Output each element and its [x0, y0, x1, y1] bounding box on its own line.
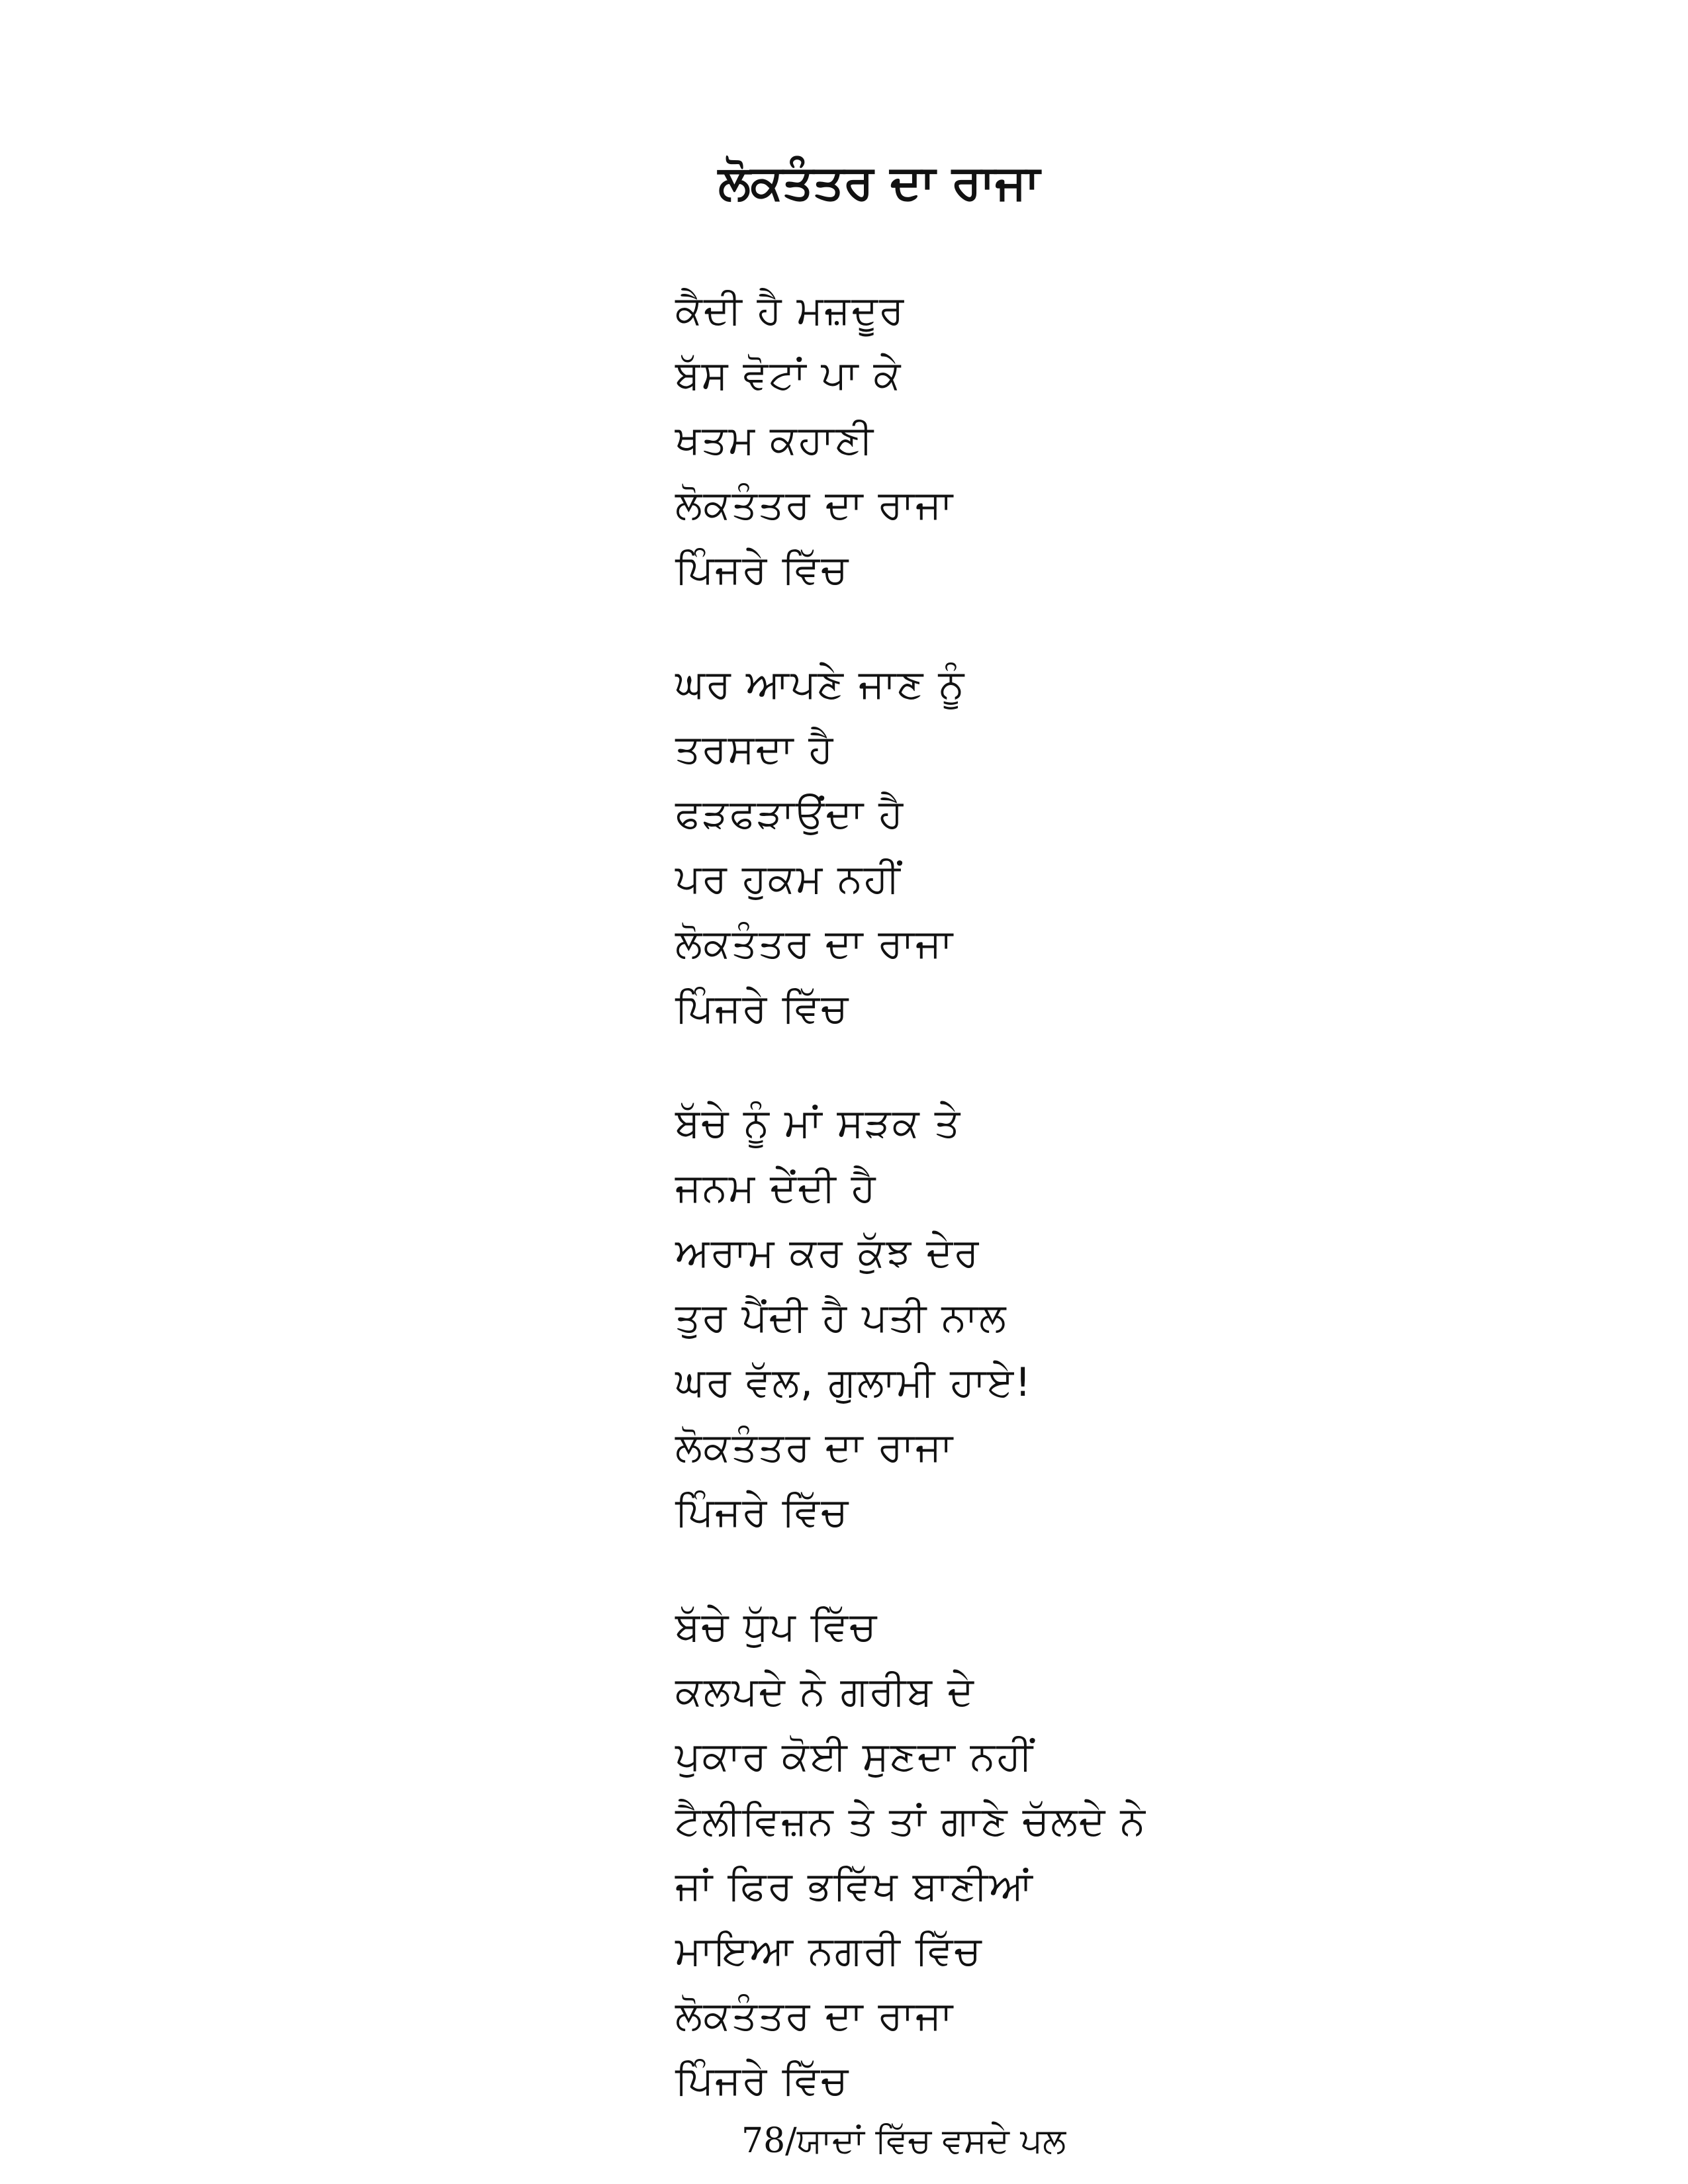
- poem-line: ਪਿੰਜਰੇ ਵਿੱਚ: [675, 1489, 849, 1535]
- poem-line: ਜਾਂ ਫਿਰ ਭਵਿੱਖ ਬਾਣੀਆਂ: [675, 1863, 1034, 1909]
- poem-line: ਕੈਦੀ ਹੈ ਮਜ਼ਦੂਰ: [675, 287, 906, 334]
- poem-line: ਲੋਕਤੰਤਰ ਦਾ ਰਾਜਾ: [675, 1993, 955, 2039]
- poem-line: ਲੋਕਤੰਤਰ ਦਾ ਰਾਜਾ: [675, 921, 955, 967]
- poem-line: ਪਿੰਜਰੇ ਵਿੱਚ: [675, 547, 849, 593]
- page-footer: 78/ਯਾਦਾਂ ਵਿੱਚ ਵਸਦੇ ਪਲ: [741, 2121, 1066, 2161]
- poem-line: ਪਿੰਜਰੇ ਵਿੱਚ: [675, 985, 849, 1032]
- stanza-4: [675, 1594, 1602, 2113]
- stanza-3: [675, 1091, 1602, 1545]
- poem-line: ਲੋਕਤੰਤਰ ਦਾ ਰਾਜਾ: [675, 482, 955, 528]
- poem-line: ਪਿੰਜਰੇ ਵਿੱਚ: [675, 2058, 849, 2104]
- poem-line: ਘਰ ਆਪਣੇ ਜਾਣ ਨੂੰ: [675, 661, 966, 707]
- poem-line: ਕਲਪਦੇ ਨੇ ਗਰੀਬ ਦੇ: [675, 1668, 975, 1715]
- poem-line: ਪਰ ਹੁਕਮ ਨਹੀਂ: [675, 856, 902, 902]
- poem-line: ਫੜਫੜਾਉਂਦਾ ਹੈ: [675, 791, 905, 837]
- stanza-2: [675, 652, 1602, 1041]
- poem-line: ਤੁਰ ਪੈਂਦੀ ਹੈ ਪਤੀ ਨਾਲ: [675, 1295, 1008, 1341]
- poem-line: ਬੱਚੇ ਨੂੰ ਮਾਂ ਸੜਕ ਤੇ: [675, 1100, 962, 1146]
- poem-line: ਤਰਸਦਾ ਹੈ: [675, 726, 835, 772]
- poem-line: ਖਤਮ ਕਹਾਣੀ: [675, 417, 875, 463]
- poem-line: ਪੁਕਾਰ ਕੋਈ ਸੁਣਦਾ ਨਹੀਂ: [675, 1733, 1035, 1780]
- poem-line: ਟੈਲੀਵਿਜ਼ਨ ਤੇ ਤਾਂ ਗਾਣੇ ਚੱਲਦੇ ਨੇ: [675, 1798, 1147, 1844]
- stanza-1: [675, 278, 1602, 602]
- poem-line: ਬੱਚੇ ਧੁੱਪ ਵਿੱਚ: [675, 1604, 878, 1650]
- poem-line: ਲੋਕਤੰਤਰ ਦਾ ਰਾਜਾ: [675, 1424, 955, 1471]
- poem-line: ਅਰਾਮ ਕਰ ਕੁੱਝ ਦੇਰ: [675, 1230, 980, 1276]
- poem-line: ਬੱਸ ਵੋਟਾਂ ਪਾ ਕੇ: [675, 352, 902, 398]
- poem-body: [675, 278, 1602, 2163]
- poem-line: ਮਾਇਆ ਨਗਰੀ ਵਿੱਚ: [675, 1928, 983, 1974]
- poem-line: ਜਨਮ ਦੇਂਦੀ ਹੈ: [675, 1165, 877, 1211]
- poem-title: ਲੋਕਤੰਤਰ ਦਾ ਰਾਜਾ: [718, 154, 1040, 210]
- poem-line: ਘਰ ਵੱਲ, ਗੁਲਾਮੀ ਹਾਏ!: [675, 1359, 1033, 1406]
